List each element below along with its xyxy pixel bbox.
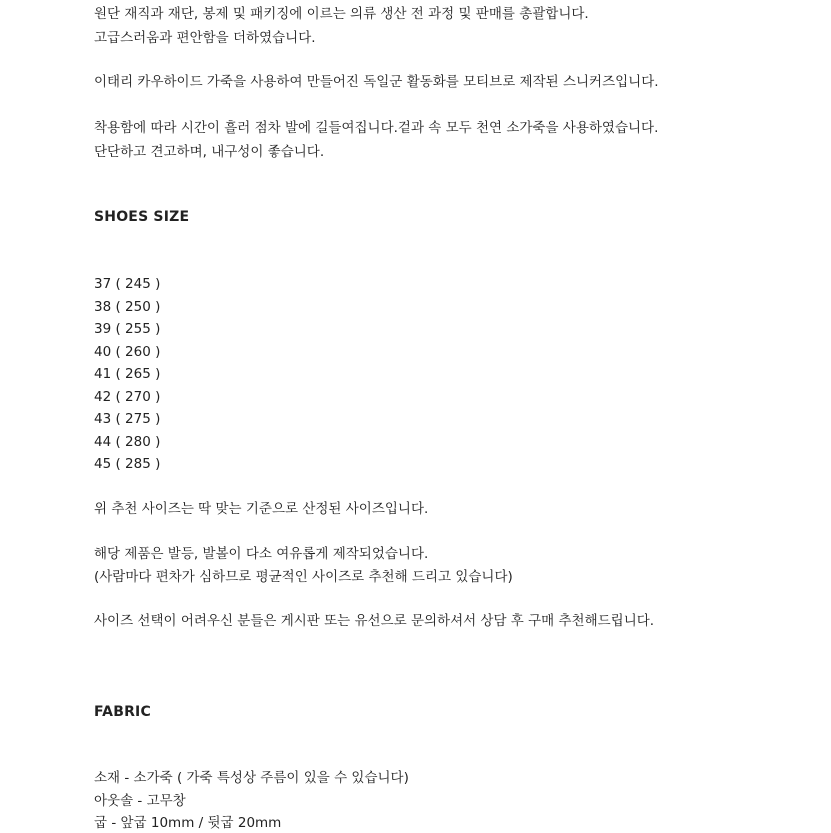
intro-line-1: 원단 재직과 재단, 봉제 및 패키징에 이르는 의류 생산 전 과정 및 판매를 총괄합니다. (94, 6, 589, 22)
size-note-1: 위 추천 사이즈는 딱 맞는 기준으로 산정된 사이즈입니다. (94, 501, 429, 517)
size-row: 40 ( 260 ) (94, 343, 161, 360)
size-row: 43 ( 275 ) (94, 411, 161, 427)
size-row: 44 ( 280 ) (94, 433, 161, 450)
shoes-size-heading: SHOES SIZE (94, 209, 190, 225)
intro-line-2: 고급스러움과 편안함을 더하였습니다. (94, 30, 316, 46)
size-row: 41 ( 265 ) (94, 366, 161, 382)
intro-line-3: 이태리 카우하이드 가죽을 사용하여 만들어진 독일군 활동화를 모티브로 제작된 스니커즈입니다. (94, 74, 659, 90)
size-row: 37 ( 245 ) (94, 276, 161, 292)
size-row: 38 ( 250 ) (94, 298, 161, 315)
fabric-line-1: 소재 - 소가죽 ( 가죽 특성상 주름이 있을 수 있습니다) (94, 770, 409, 786)
fabric-line-3: 굽 - 앞굽 10mm / 뒷굽 20mm (94, 815, 282, 831)
intro-line-5: 단단하고 견고하며, 내구성이 좋습니다. (94, 144, 325, 160)
size-note-2: 해당 제품은 발등, 발볼이 다소 여유롭게 제작되었습니다. (94, 546, 429, 562)
size-row: 45 ( 285 ) (94, 456, 161, 472)
size-note-4: 사이즈 선택이 어려우신 분들은 게시판 또는 유선으로 문의하셔서 상담 후 구매 추천해드립니다. (94, 613, 655, 629)
intro-line-4: 착용함에 따라 시간이 흘러 점차 발에 길들여집니다.겉과 속 모두 천연 소가죽을 사용하였습니다. (94, 120, 659, 136)
size-row: 39 ( 255 ) (94, 321, 161, 337)
fabric-line-2: 아웃솔 - 고무창 (94, 793, 186, 809)
size-note-3: (사람마다 편차가 심하므로 평균적인 사이즈로 추천해 드리고 있습니다) (94, 569, 513, 585)
fabric-heading: FABRIC (94, 704, 151, 720)
size-row: 42 ( 270 ) (94, 388, 161, 405)
